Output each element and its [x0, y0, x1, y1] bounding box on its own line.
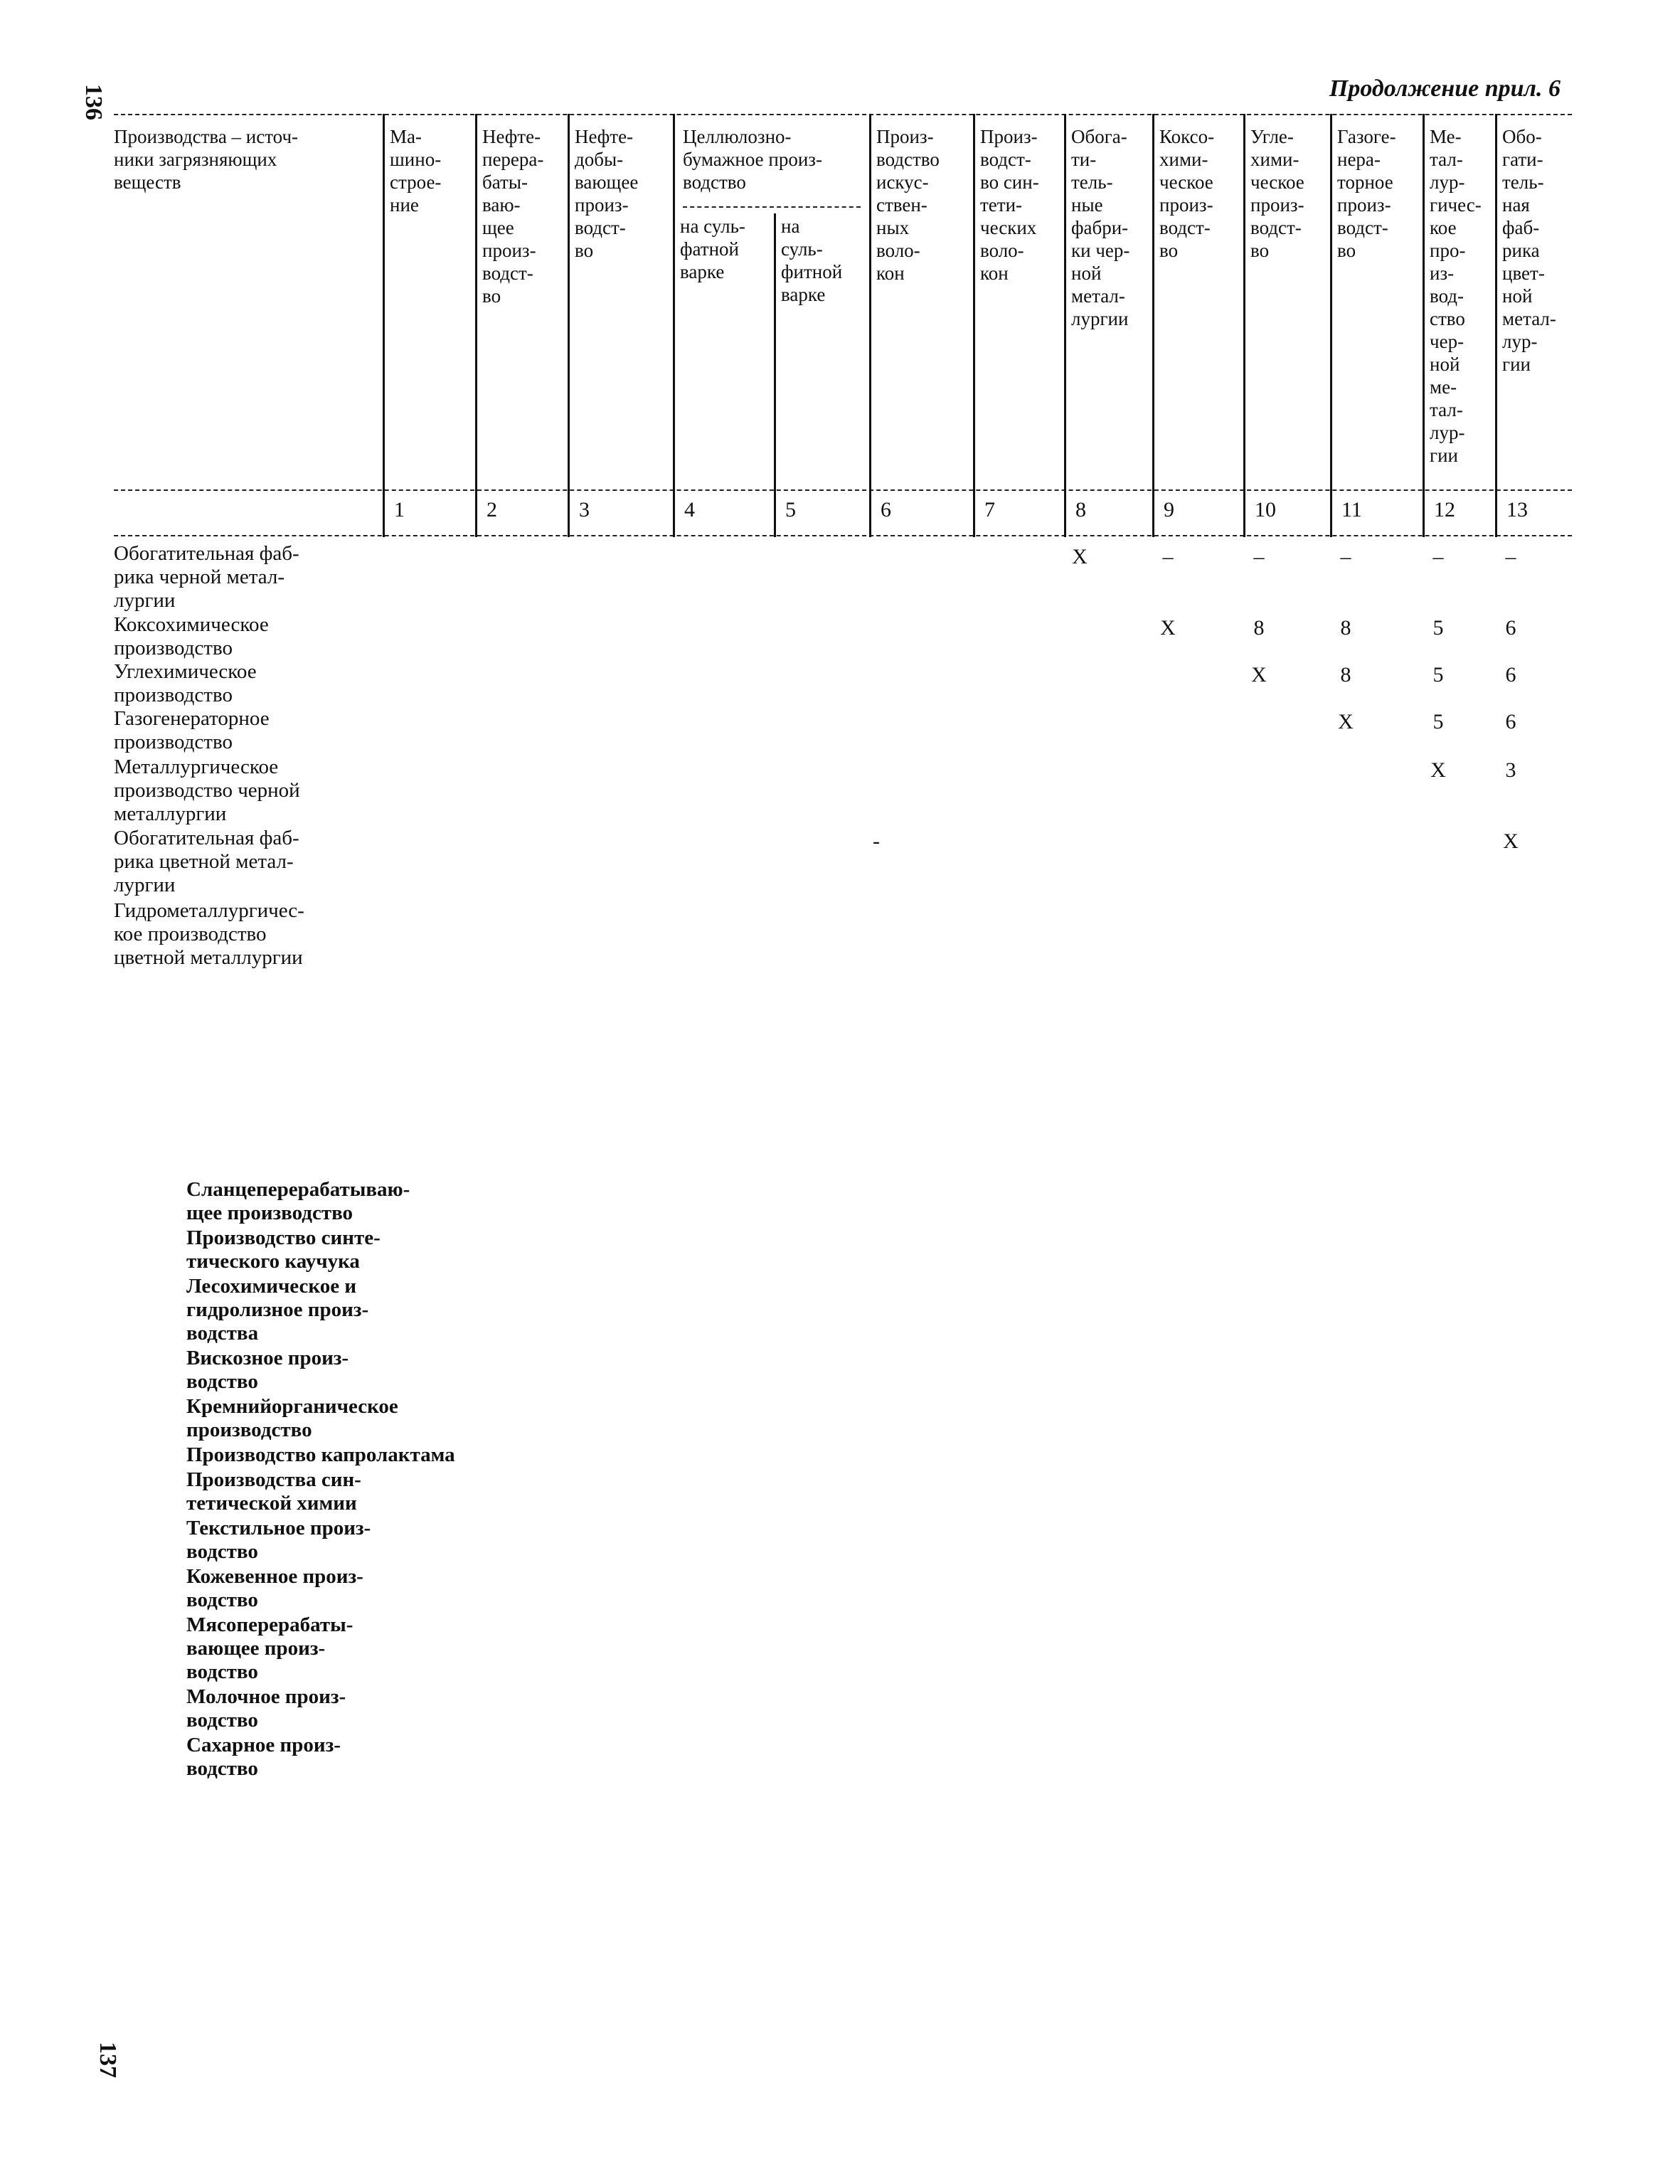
column-rule — [568, 114, 570, 537]
column-number: 7 — [984, 498, 995, 521]
column-header: Обо- гати- тель- ная фаб- рика цвет- ной метал- лур- гии — [1502, 126, 1556, 375]
column-header: Произ- водст- во син- тети- ческих воло- кон — [980, 126, 1039, 284]
table-cell: – — [1162, 545, 1174, 568]
column-header: Нефте- добы- вающее произ- водст- во — [575, 126, 639, 261]
list-item: Производство синте- тического каучука — [186, 1226, 381, 1273]
column-number: 4 — [684, 498, 695, 521]
table-cell: X — [1338, 710, 1354, 733]
list-item: Производства син- тетической химии — [186, 1468, 361, 1515]
column-number: 8 — [1075, 498, 1086, 521]
table-cell: 6 — [1505, 663, 1516, 687]
table-cell: X — [1430, 758, 1446, 782]
table-cell: 6 — [1505, 710, 1516, 733]
list-item: Мясоперерабаты- вающее произ- водство — [186, 1613, 353, 1683]
page-number-right: 137 — [95, 2042, 121, 2078]
column-number: 9 — [1164, 498, 1174, 521]
table-cell: X — [1251, 663, 1267, 687]
column-number: 5 — [785, 498, 796, 521]
header-bottom-rule — [114, 489, 1572, 491]
column-rule — [1495, 114, 1497, 537]
row-header: Производства – источ- ники загрязняющих веществ — [114, 126, 299, 193]
table-cell: X — [1160, 616, 1176, 640]
column-number: 6 — [881, 498, 891, 521]
table-row-label: Металлургическое производство черной металлургии — [114, 756, 300, 825]
table-row-label: Гидрометаллургичес- кое производство цветной металлургии — [114, 899, 304, 969]
table-cell: – — [1253, 545, 1265, 568]
list-item: Кремнийорганическое производство — [186, 1395, 398, 1441]
table-top-rule — [114, 114, 1572, 115]
column-rule — [774, 213, 776, 537]
column-number: 2 — [487, 498, 497, 521]
list-item: Производство капролактама — [186, 1443, 455, 1466]
group-subrule — [683, 206, 861, 208]
page-number-left: 136 — [80, 84, 107, 120]
column-number: 3 — [579, 498, 590, 521]
column-number: 11 — [1341, 498, 1362, 521]
column-rule — [1423, 114, 1425, 537]
table-cell: 3 — [1505, 758, 1516, 782]
list-item: Молочное произ- водство — [186, 1685, 346, 1732]
list-item: Кожевенное произ- водство — [186, 1565, 363, 1611]
column-rule — [383, 114, 385, 537]
column-header: Газоге- нера- торное произ- водст- во — [1337, 126, 1396, 261]
list-item: Сахарное произ- водство — [186, 1734, 341, 1780]
column-rule — [673, 114, 675, 537]
column-header: Произ- водство искус- ствен- ных воло- кон — [876, 126, 940, 284]
column-header: Угле- хими- ческое произ- водст- во — [1250, 126, 1304, 261]
column-header: Нефте- перера- баты- ваю- щее произ- водст- во — [482, 126, 544, 307]
column-header: Обога- ти- тель- ные фабри- ки чер- ной метал- лургии — [1071, 126, 1130, 329]
table-cell: X — [1072, 545, 1088, 568]
table-row-label: Обогатительная фаб- рика цветной метал- лургии — [114, 827, 299, 896]
numbers-bottom-rule — [114, 535, 1572, 536]
continuation-label: Продолжение прил. 6 — [1329, 75, 1561, 102]
table-cell: 5 — [1432, 710, 1444, 733]
column-rule — [1330, 114, 1332, 537]
table-cell: 8 — [1340, 663, 1351, 687]
table-cell: – — [1340, 545, 1351, 568]
column-rule — [973, 114, 975, 537]
table-row-label: Газогенераторное производство — [114, 707, 270, 753]
table-cell: 5 — [1432, 616, 1444, 640]
column-rule — [1152, 114, 1154, 537]
column-header: Коксо- хими- ческое произ- водст- во — [1159, 126, 1215, 261]
column-number: 13 — [1506, 498, 1528, 521]
column-header: на суль- фатной варке — [680, 216, 745, 282]
table-cell: - — [873, 829, 880, 853]
list-item: Лесохимическое и гидролизное произ- водства — [186, 1275, 369, 1345]
group-header-pulp-paper: Целлюлозно- бумажное произ- водство — [683, 126, 822, 193]
column-number: 1 — [394, 498, 405, 521]
table-cell: – — [1432, 545, 1444, 568]
list-item: Вискозное произ- водство — [186, 1347, 349, 1393]
column-rule — [475, 114, 477, 537]
column-header: Ма- шино- строе- ние — [390, 126, 442, 216]
table-cell: 8 — [1340, 616, 1351, 640]
column-rule — [869, 114, 871, 537]
column-header: на суль- фитной варке — [781, 216, 843, 305]
table-cell: 6 — [1505, 616, 1516, 640]
table-cell: 5 — [1432, 663, 1444, 687]
table-cell: – — [1505, 545, 1516, 568]
column-header: Ме- тал- лур- гичес- кое про- из- вод- ство чер- ной ме- тал- лур- гии — [1430, 126, 1482, 466]
list-item: Текстильное произ- водство — [186, 1517, 371, 1563]
table-row-label: Коксохимическое производство — [114, 613, 269, 659]
table-cell: 8 — [1253, 616, 1265, 640]
column-rule — [1064, 114, 1066, 537]
column-rule — [1243, 114, 1245, 537]
table-row-label: Углехимическое производство — [114, 660, 257, 706]
column-number: 10 — [1255, 498, 1276, 521]
list-item: Сланцеперерабатываю- щее производство — [186, 1178, 410, 1224]
column-number: 12 — [1434, 498, 1455, 521]
table-row-label: Обогатительная фаб- рика черной метал- лургии — [114, 542, 299, 612]
table-cell: X — [1503, 829, 1519, 853]
